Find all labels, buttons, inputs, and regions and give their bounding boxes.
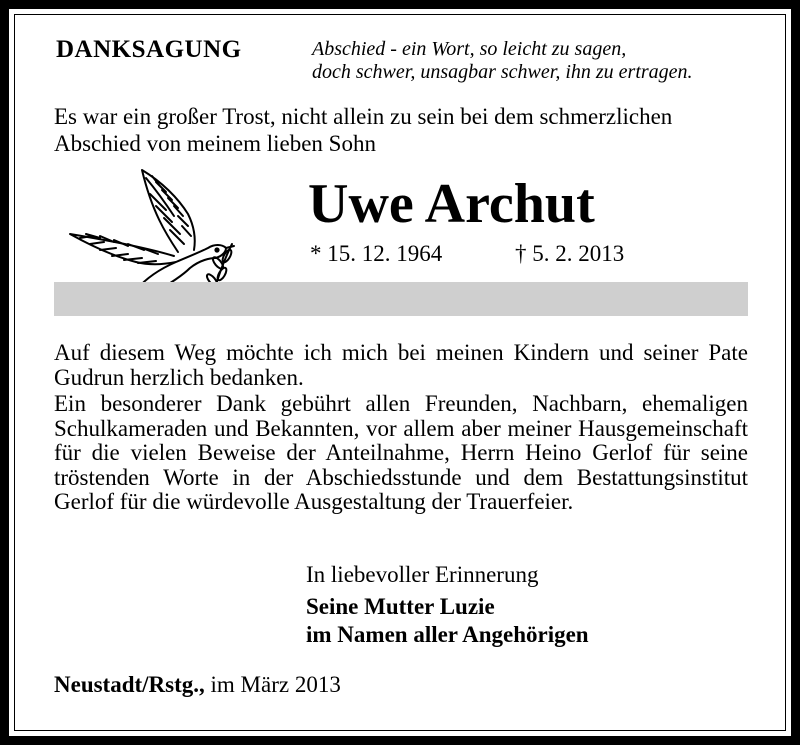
thanks-paragraph-1: Auf diesem Weg möchte ich mich bei meinen Kindern und seiner Pate Gudrun herzlich bedanken.: [54, 340, 748, 390]
deceased-name: Uwe Archut: [308, 173, 595, 235]
intro-line-1: Es war ein großer Trost, nicht allein zu sein bei dem schmerzlichen: [54, 104, 673, 129]
closing-phrase: In liebevoller Erinnerung: [306, 562, 539, 587]
verse: [312, 38, 693, 84]
notice-heading: DANKSAGUNG: [56, 36, 242, 63]
signature-line-2: im Namen aller Angehörigen: [306, 622, 589, 647]
date: im März 2013: [204, 672, 341, 697]
grey-divider-bar: [54, 282, 748, 316]
place-and-date: [54, 672, 341, 698]
death-date: † 5. 2. 2013: [515, 241, 625, 266]
thanks-paragraph-2: Ein besonderer Dank gebührt allen Freunden, Nachbarn, ehemaligen Schulkameraden und Bekannten, vor allem aber meiner Hausgemeinschaft für die vielen Beweise der Anteilnahme, Herrn Heino Gerlof für seine tröstenden Worte in der Abschiedsstunde und dem Bestattungsinstitut Gerlof für die würdevolle Ausgestaltung der Trauerfeier.: [54, 391, 748, 515]
verse-line-1: Abschied - ein Wort, so leicht zu sagen,: [312, 38, 627, 60]
verse-line-2: doch schwer, unsagbar schwer, ihn zu ertragen.: [312, 61, 693, 83]
signature-line-1: Seine Mutter Luzie: [306, 594, 495, 619]
birth-date: * 15. 12. 1964: [310, 241, 443, 266]
place: Neustadt/Rstg.,: [54, 672, 205, 697]
intro-text: [54, 103, 754, 157]
intro-line-2: Abschied von meinem lieben Sohn: [54, 131, 376, 156]
